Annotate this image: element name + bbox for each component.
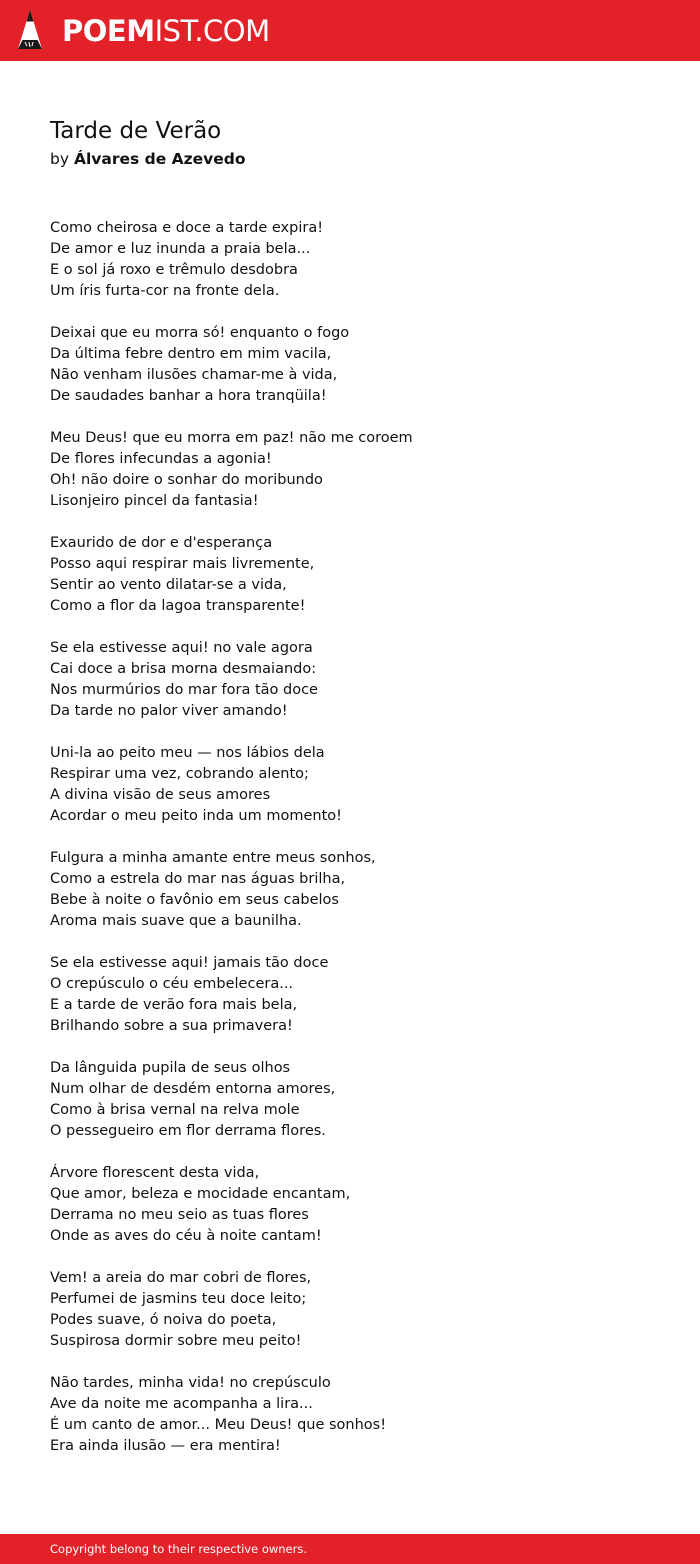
poem-line: De flores infecundas a agonia! xyxy=(50,451,272,467)
poem-line: É um canto de amor... Meu Deus! que sonhos! xyxy=(50,1417,387,1433)
poem-line: Ave da noite me acompanha a lira... xyxy=(50,1396,313,1412)
footer-copyright: Copyright belong to their respective owners. xyxy=(50,1542,308,1556)
poem-stanza xyxy=(50,533,670,617)
poem-line: Se ela estivesse aqui! jamais tão doce xyxy=(50,955,329,971)
poem-stanza xyxy=(50,428,670,512)
poem-line: Como a estrela do mar nas águas brilha, xyxy=(50,871,346,887)
poem-line: De saudades banhar a hora tranqüila! xyxy=(50,388,327,404)
poem-line: Podes suave, ó noiva do poeta, xyxy=(50,1312,277,1328)
poem-byline xyxy=(50,148,246,170)
poem-line: Respirar uma vez, cobrando alento; xyxy=(50,766,309,782)
poem-line: Posso aqui respirar mais livremente, xyxy=(50,556,315,572)
site-logo-text[interactable] xyxy=(62,11,270,51)
poem-line: Oh! não doire o sonhar do moribundo xyxy=(50,472,323,488)
pencil-tip-icon[interactable] xyxy=(17,9,43,52)
poem-line: Cai doce a brisa morna desmaiando: xyxy=(50,661,317,677)
poem-line: Num olhar de desdém entorna amores, xyxy=(50,1081,336,1097)
poem-line: E o sol já roxo e trêmulo desdobra xyxy=(50,262,298,278)
poem-line: Lisonjeiro pincel da fantasia! xyxy=(50,493,259,509)
poem-line: Acordar o meu peito inda um momento! xyxy=(50,808,342,824)
poem-line: Um íris furta-cor na fronte dela. xyxy=(50,283,280,299)
poem-line: Da última febre dentro em mim vacila, xyxy=(50,346,332,362)
poem-line: Sentir ao vento dilatar-se a vida, xyxy=(50,577,287,593)
poem-line: Onde as aves do céu à noite cantam! xyxy=(50,1228,322,1244)
poem-line: Bebe à noite o favônio em seus cabelos xyxy=(50,892,339,908)
poem-line: E a tarde de verão fora mais bela, xyxy=(50,997,298,1013)
poem-stanza xyxy=(50,638,670,722)
poem-title: Tarde de Verão xyxy=(50,118,222,144)
poem-line: O pessegueiro em flor derrama flores. xyxy=(50,1123,326,1139)
footer-bar xyxy=(0,1534,700,1564)
poem-stanza xyxy=(50,1058,670,1142)
poem-line: Nos murmúrios do mar fora tão doce xyxy=(50,682,318,698)
poem-stanza xyxy=(50,848,670,932)
poem-line: Não venham ilusões chamar-me à vida, xyxy=(50,367,338,383)
poem-line: Árvore florescent desta vida, xyxy=(50,1165,260,1181)
poem-stanza xyxy=(50,1268,670,1352)
poem-stanza xyxy=(50,1163,670,1247)
by-prefix: by xyxy=(50,150,70,168)
poem-stanza xyxy=(50,953,670,1037)
brand-light: IST.COM xyxy=(154,14,270,48)
poem-line: Meu Deus! que eu morra em paz! não me coroem xyxy=(50,430,413,446)
poem-line: Como cheirosa e doce a tarde expira! xyxy=(50,220,324,236)
poem-line: Suspirosa dormir sobre meu peito! xyxy=(50,1333,302,1349)
poem-line: Como a flor da lagoa transparente! xyxy=(50,598,306,614)
poem-line: Era ainda ilusão — era mentira! xyxy=(50,1438,281,1454)
brand-bold: POEM xyxy=(62,14,155,48)
poem-line: Uni-la ao peito meu — nos lábios dela xyxy=(50,745,325,761)
poem-line: Deixai que eu morra só! enquanto o fogo xyxy=(50,325,350,341)
poem-line: Da tarde no palor viver amando! xyxy=(50,703,288,719)
poem-line: De amor e luz inunda a praia bela... xyxy=(50,241,311,257)
poem-line: A divina visão de seus amores xyxy=(50,787,271,803)
poem-line: Exaurido de dor e d'esperança xyxy=(50,535,273,551)
poem-line: Brilhando sobre a sua primavera! xyxy=(50,1018,293,1034)
poem-stanza xyxy=(50,743,670,827)
poem-line: Se ela estivesse aqui! no vale agora xyxy=(50,640,313,656)
poem-line: Não tardes, minha vida! no crepúsculo xyxy=(50,1375,331,1391)
poem-line: Como à brisa vernal na relva mole xyxy=(50,1102,300,1118)
header-bar xyxy=(0,0,700,61)
poem-line: Da lânguida pupila de seus olhos xyxy=(50,1060,291,1076)
poem-line: Que amor, beleza e mocidade encantam, xyxy=(50,1186,351,1202)
poem-stanza xyxy=(50,218,670,302)
poem-author[interactable]: Álvares de Azevedo xyxy=(73,150,246,168)
poem-line: O crepúsculo o céu embelecera... xyxy=(50,976,294,992)
poem-line: Fulgura a minha amante entre meus sonhos, xyxy=(50,850,376,866)
poem-line: Vem! a areia do mar cobri de flores, xyxy=(50,1270,312,1286)
poem-line: Perfumei de jasmins teu doce leito; xyxy=(50,1291,307,1307)
poem-line: Aroma mais suave que a baunilha. xyxy=(50,913,302,929)
poem-body xyxy=(50,218,670,1478)
poem-stanza xyxy=(50,1373,670,1457)
poem-stanza xyxy=(50,323,670,407)
poem-line: Derrama no meu seio as tuas flores xyxy=(50,1207,309,1223)
